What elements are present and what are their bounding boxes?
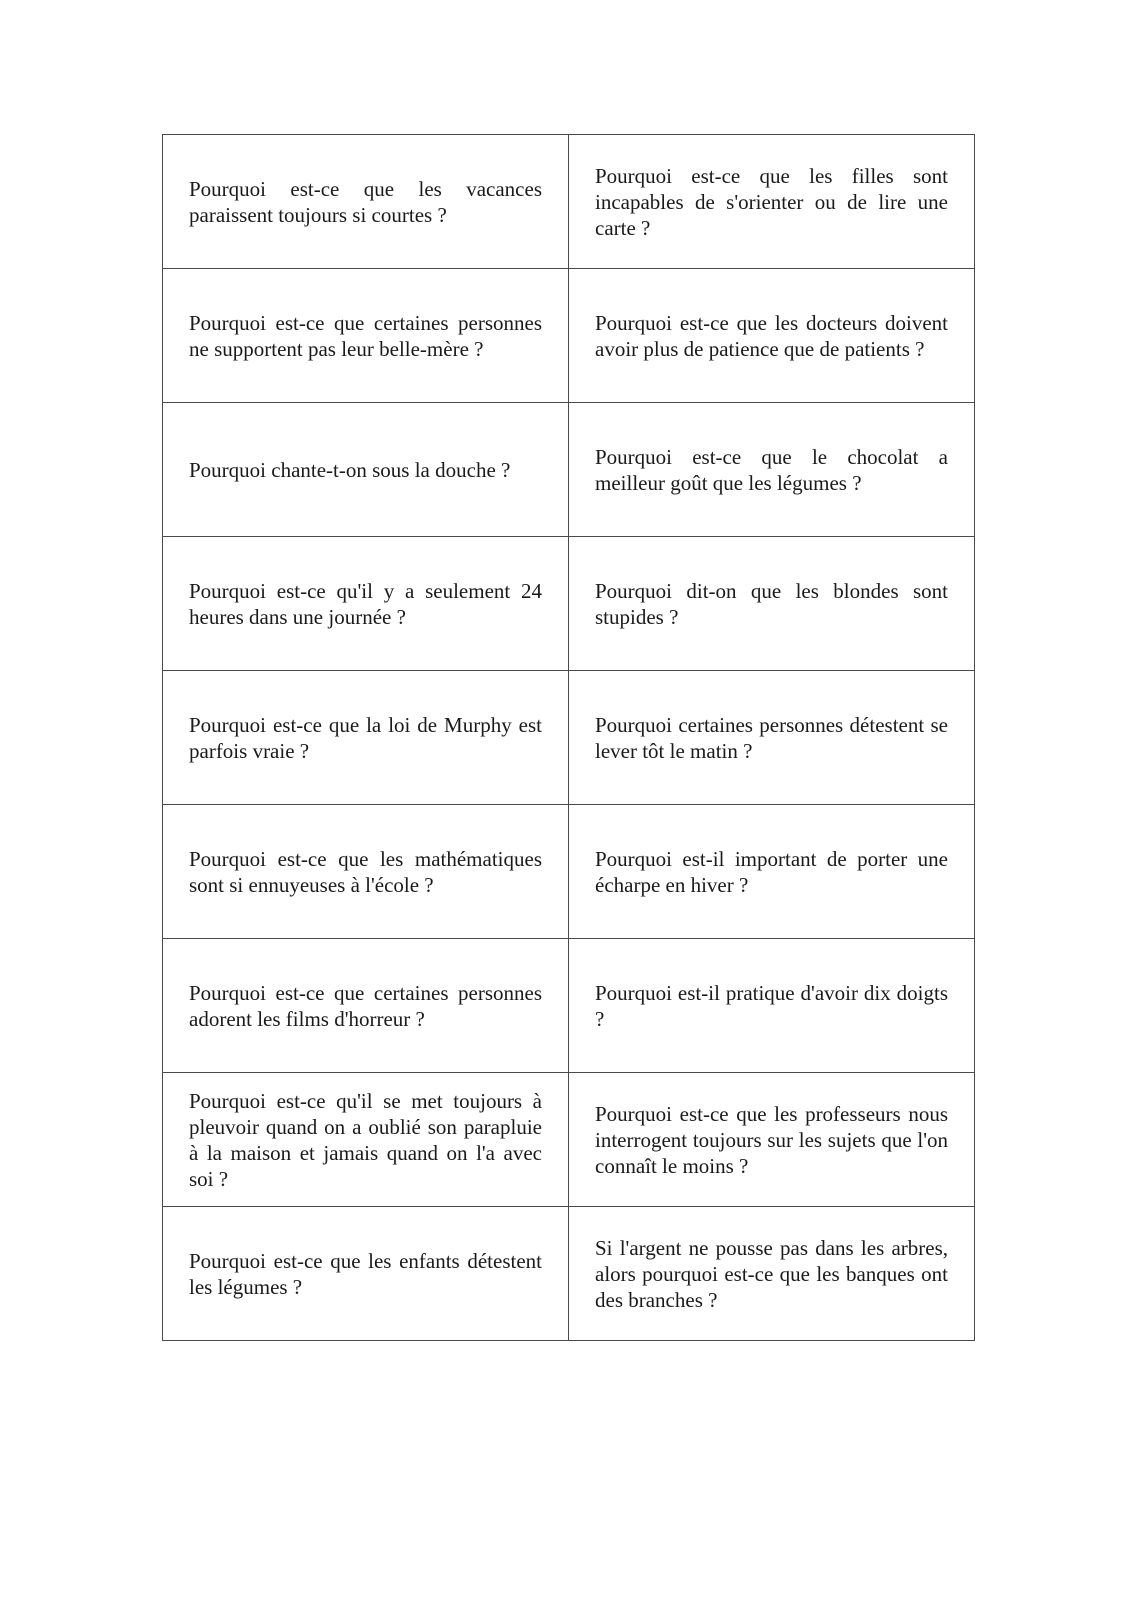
table-row bbox=[163, 537, 975, 671]
question-text: Pourquoi est-ce qu'il y a seulement 24 heures dans une journée ? bbox=[189, 578, 542, 629]
question-text: Pourquoi est-ce que la loi de Murphy est parfois vraie ? bbox=[189, 712, 542, 763]
question-card bbox=[569, 403, 975, 537]
table-row bbox=[163, 403, 975, 537]
question-card bbox=[569, 135, 975, 269]
question-card bbox=[163, 537, 569, 671]
question-card bbox=[569, 805, 975, 939]
question-card bbox=[569, 1073, 975, 1207]
question-card bbox=[163, 403, 569, 537]
question-cards-table bbox=[162, 134, 975, 1341]
table-row bbox=[163, 671, 975, 805]
question-text: Pourquoi chante-t-on sous la douche ? bbox=[189, 457, 511, 482]
question-card bbox=[569, 1207, 975, 1341]
question-card bbox=[163, 805, 569, 939]
question-text: Pourquoi est-ce que certaines personnes ne supportent pas leur belle-mère ? bbox=[189, 310, 542, 361]
question-text: Pourquoi est-ce que les vacances paraissent toujours si courtes ? bbox=[189, 176, 542, 227]
table-row bbox=[163, 135, 975, 269]
question-text: Pourquoi est-ce que les docteurs doivent avoir plus de patience que de patients ? bbox=[595, 310, 948, 361]
question-text: Pourquoi est-ce qu'il se met toujours à pleuvoir quand on a oublié son parapluie à la maison et jamais quand on l'a avec soi ? bbox=[189, 1088, 542, 1191]
question-text: Si l'argent ne pousse pas dans les arbres, alors pourquoi est-ce que les banques ont des branches ? bbox=[595, 1235, 948, 1312]
table-row bbox=[163, 269, 975, 403]
question-text: Pourquoi certaines personnes détestent se lever tôt le matin ? bbox=[595, 712, 948, 763]
question-card bbox=[569, 269, 975, 403]
question-card bbox=[569, 671, 975, 805]
question-text: Pourquoi est-ce que les filles sont incapables de s'orienter ou de lire une carte ? bbox=[595, 163, 948, 240]
question-text: Pourquoi dit-on que les blondes sont stupides ? bbox=[595, 578, 948, 629]
table-row bbox=[163, 1207, 975, 1341]
question-text: Pourquoi est-il pratique d'avoir dix doigts ? bbox=[595, 980, 948, 1031]
table-row bbox=[163, 1073, 975, 1207]
table-row bbox=[163, 939, 975, 1073]
question-card bbox=[569, 939, 975, 1073]
question-card bbox=[163, 1207, 569, 1341]
question-text: Pourquoi est-ce que le chocolat a meilleur goût que les légumes ? bbox=[595, 444, 948, 495]
question-text: Pourquoi est-ce que les enfants détestent les légumes ? bbox=[189, 1248, 542, 1299]
question-text: Pourquoi est-il important de porter une écharpe en hiver ? bbox=[595, 846, 948, 897]
question-card bbox=[163, 939, 569, 1073]
question-text: Pourquoi est-ce que les mathématiques sont si ennuyeuses à l'école ? bbox=[189, 846, 542, 897]
question-card bbox=[163, 1073, 569, 1207]
question-card bbox=[569, 537, 975, 671]
question-card bbox=[163, 269, 569, 403]
question-card bbox=[163, 135, 569, 269]
question-text: Pourquoi est-ce que les professeurs nous interrogent toujours sur les sujets que l'on connaît le moins ? bbox=[595, 1101, 948, 1178]
question-card bbox=[163, 671, 569, 805]
question-text: Pourquoi est-ce que certaines personnes adorent les films d'horreur ? bbox=[189, 980, 542, 1031]
table-row bbox=[163, 805, 975, 939]
